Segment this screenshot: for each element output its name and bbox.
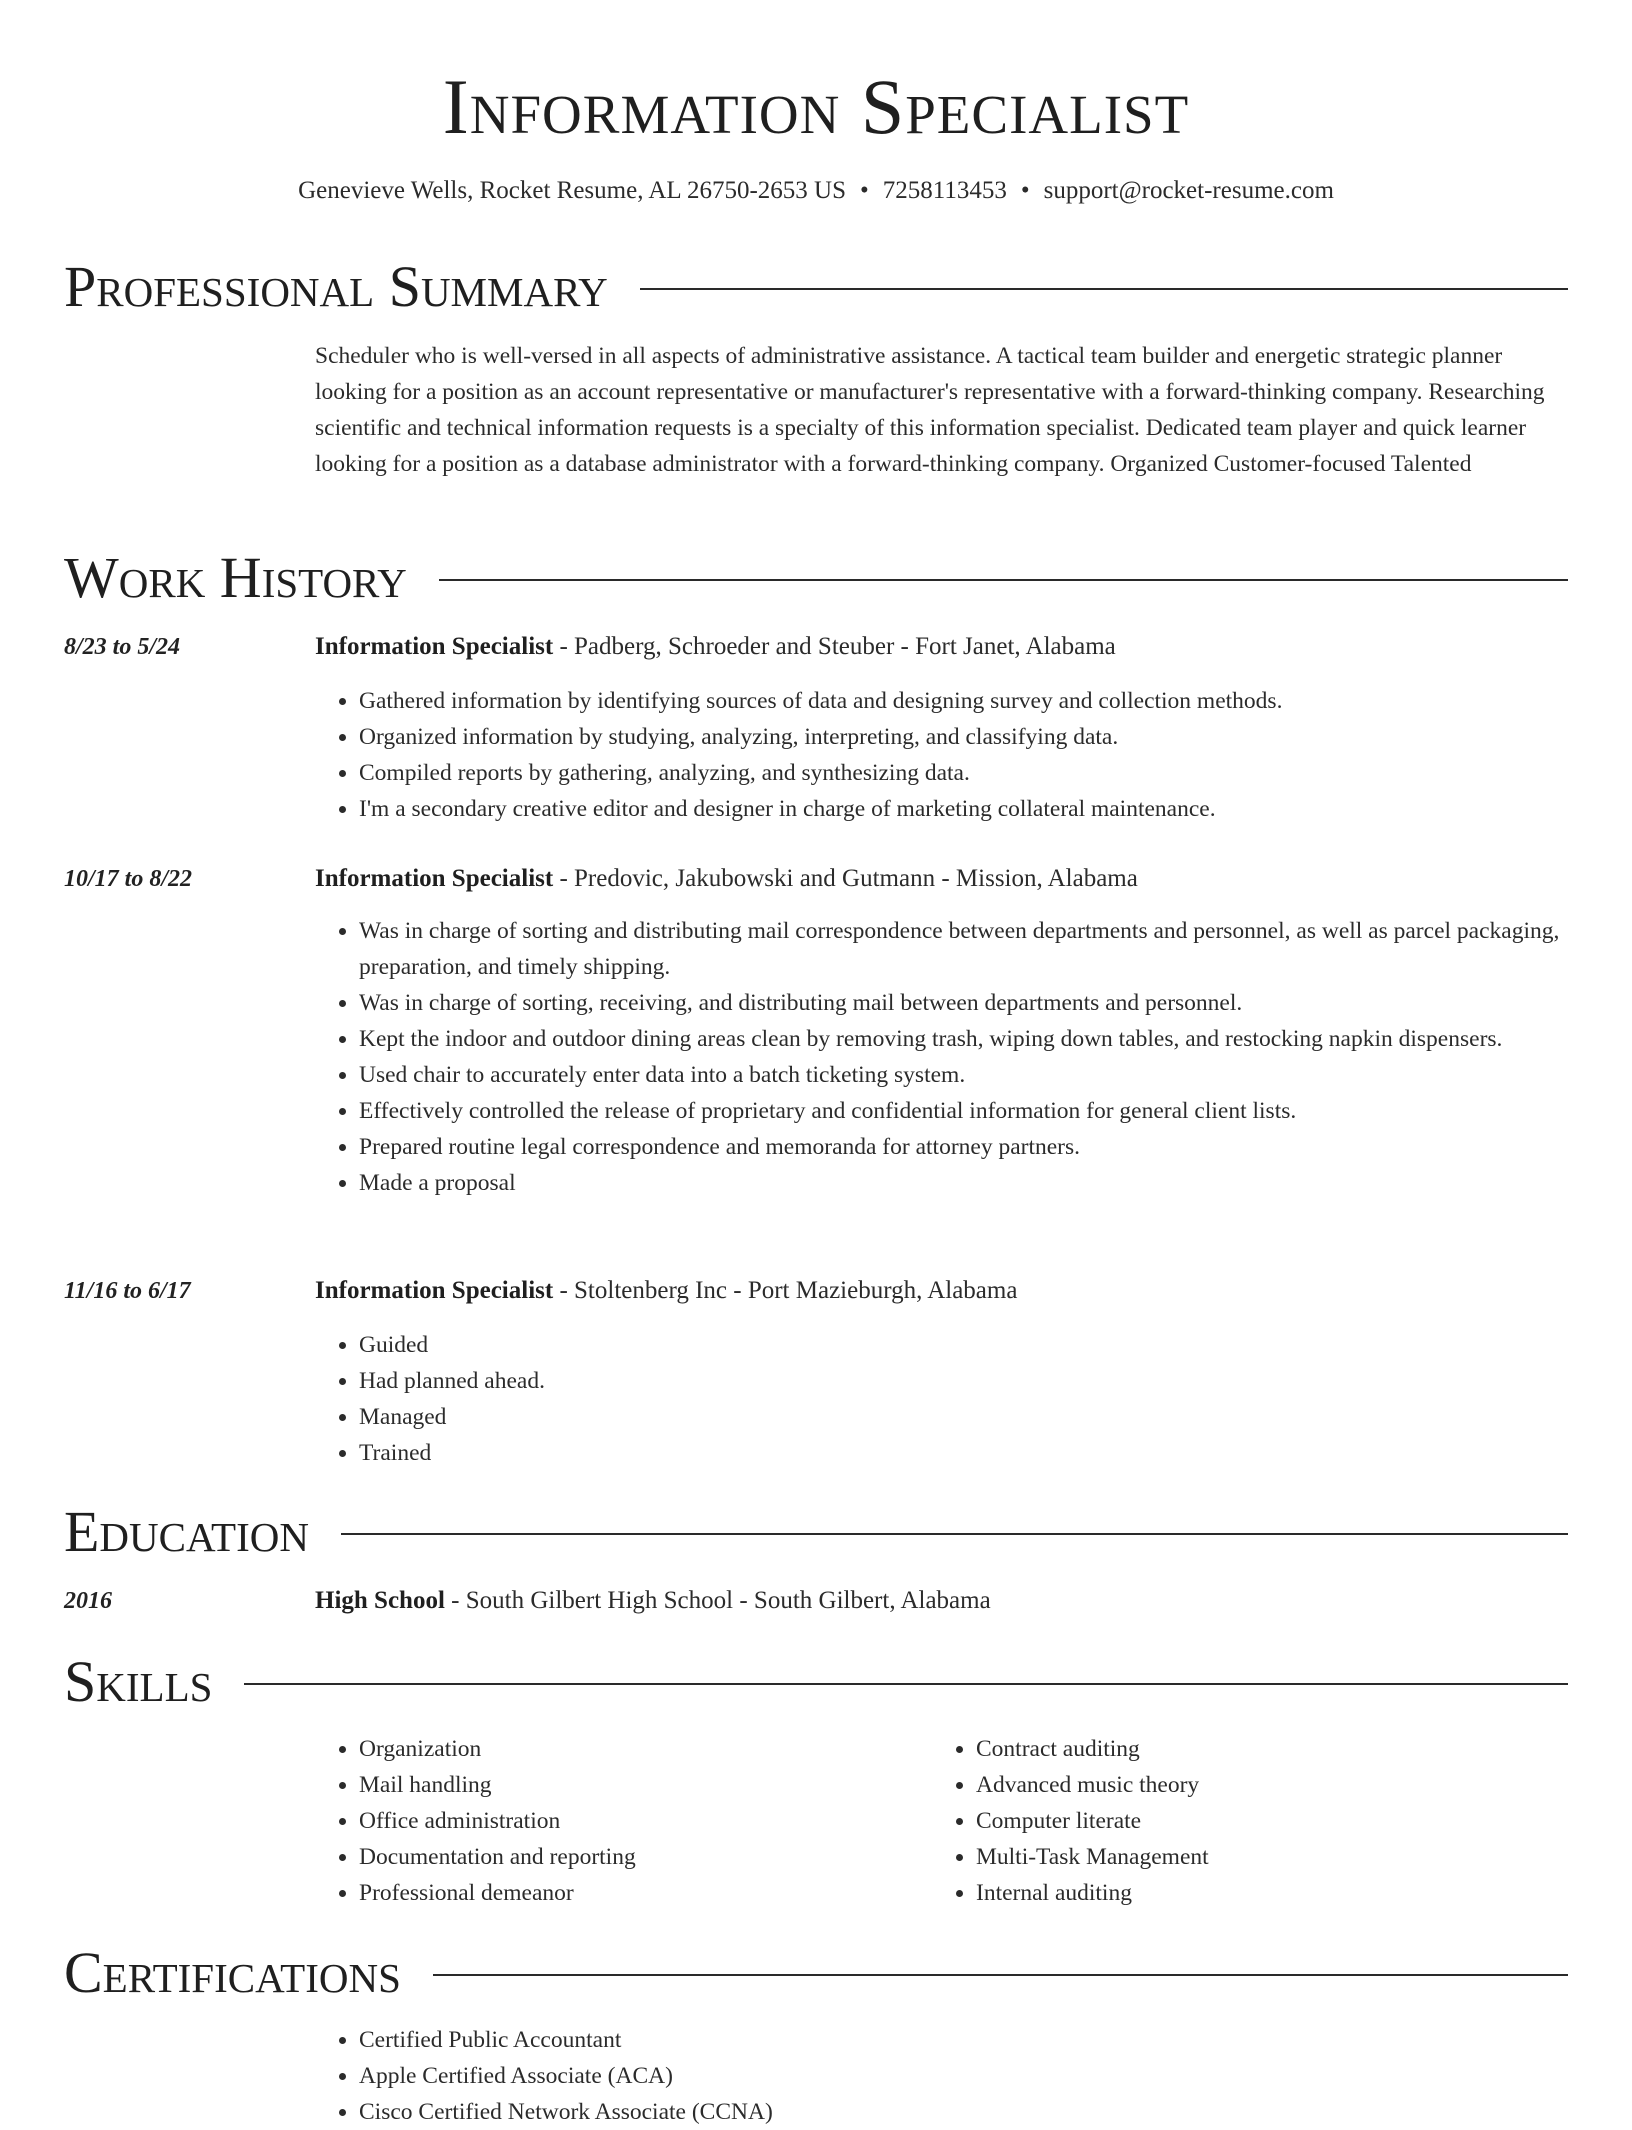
list-item: • Kept the indoor and outdoor dining areas clean by removing trash, wiping down tables, and restocking napkin dispensers. — [359, 1021, 1612, 1057]
section-header-work-history — [64, 543, 1568, 613]
section-header-education — [64, 1497, 1568, 1567]
job-dates: 8/23 to 5/24 — [64, 634, 181, 660]
job-employer: - Stoltenberg Inc - Port Mazieburgh, Alabama — [553, 1277, 1018, 1304]
contact-separator: • — [1020, 177, 1030, 204]
list-item: • Prepared routine legal correspondence and memoranda for attorney partners. — [359, 1129, 1612, 1165]
section-heading: Certifications — [64, 1940, 401, 2005]
skill-item: • Office administration — [359, 1803, 959, 1839]
skill-item: • Internal auditing — [976, 1875, 1576, 1911]
section-heading: Professional Summary — [64, 254, 608, 319]
section-header-skills — [64, 1647, 1568, 1717]
certifications-list — [315, 2022, 1612, 2130]
resume-title: Information Specialist — [442, 63, 1190, 150]
job-title: Information Specialist — [315, 1277, 554, 1304]
job-title-line — [315, 629, 1568, 665]
section-heading: Skills — [64, 1649, 213, 1714]
list-item: • Was in charge of sorting and distributing mail correspondence between departments and personnel, as well as parcel packaging, preparation, and timely shipping. — [359, 913, 1612, 985]
certification-item: • Cisco Certified Network Associate (CCNA) — [359, 2094, 1612, 2130]
education-school: - South Gilbert High School - South Gilbert, Alabama — [444, 1587, 991, 1614]
certification-item: • Apple Certified Associate (ACA) — [359, 2058, 1612, 2094]
list-item: • Managed — [359, 1399, 1612, 1435]
certification-item: • Certified Public Accountant — [359, 2022, 1612, 2058]
skill-item: • Mail handling — [359, 1767, 959, 1803]
skill-item: • Organization — [359, 1731, 959, 1767]
section-header-certifications — [64, 1938, 1568, 2008]
skill-item: • Professional demeanor — [359, 1875, 959, 1911]
list-item: • Gathered information by identifying sources of data and designing survey and collection methods. — [359, 683, 1612, 719]
section-divider — [244, 1683, 1568, 1685]
contact-phone: 7258113453 — [882, 177, 1007, 204]
contact-address: Genevieve Wells, Rocket Resume, AL 26750-2653 US — [298, 177, 846, 204]
list-item: • Compiled reports by gathering, analyzing, and synthesizing data. — [359, 755, 1612, 791]
section-heading: Work History — [64, 545, 407, 610]
section-divider — [433, 1974, 1568, 1976]
section-divider — [439, 579, 1568, 581]
section-divider — [640, 288, 1568, 290]
skills-list-right — [932, 1731, 1576, 1911]
job-bullets — [315, 683, 1612, 827]
skill-item: • Computer literate — [976, 1803, 1576, 1839]
skill-item: • Multi-Task Management — [976, 1839, 1576, 1875]
job-title-line — [315, 861, 1568, 897]
skill-item: • Contract auditing — [976, 1731, 1576, 1767]
job-title-line — [315, 1273, 1568, 1309]
job-employer: - Padberg, Schroeder and Steuber - Fort Janet, Alabama — [553, 633, 1116, 660]
contact-email: support@rocket-resume.com — [1043, 177, 1334, 204]
list-item: • Effectively controlled the release of proprietary and confidential information for general client lists. — [359, 1093, 1612, 1129]
job-bullets — [315, 913, 1612, 1201]
education-degree: High School — [315, 1587, 445, 1614]
job-title: Information Specialist — [315, 865, 554, 892]
contact-separator: • — [860, 177, 869, 204]
education-line — [315, 1583, 1568, 1619]
list-item: • Organized information by studying, analyzing, interpreting, and classifying data. — [359, 719, 1612, 755]
list-item: • Had planned ahead. — [359, 1363, 1612, 1399]
job-dates: 10/17 to 8/22 — [64, 866, 193, 892]
section-divider — [341, 1533, 1568, 1535]
list-item: • Used chair to accurately enter data into a batch ticketing system. — [359, 1057, 1612, 1093]
skill-item: • Advanced music theory — [976, 1767, 1576, 1803]
education-year: 2016 — [64, 1588, 112, 1614]
contact-line — [0, 174, 1632, 208]
section-heading: Education — [64, 1499, 309, 1564]
job-title: Information Specialist — [315, 633, 554, 660]
list-item: • Was in charge of sorting, receiving, and distributing mail between departments and personnel. — [359, 985, 1612, 1021]
list-item: • Made a proposal — [359, 1165, 1612, 1201]
list-item: • Trained — [359, 1435, 1612, 1471]
summary-text: Scheduler who is well-versed in all aspects of administrative assistance. A tactical team builder and energetic strategic planner looking for a position as an account representative or manufacturer's representative with a forward-thinking company. Researching scientific and technical information requests is a specialty of this information specialist. Dedicated team player and quick learner looking for a position as a database administrator with a forward-thinking company. Organized Customer-focused Talented — [315, 343, 1545, 477]
list-item: • Guided — [359, 1327, 1612, 1363]
job-employer: - Predovic, Jakubowski and Gutmann - Mission, Alabama — [553, 865, 1138, 892]
job-dates: 11/16 to 6/17 — [64, 1278, 191, 1304]
skill-item: • Documentation and reporting — [359, 1839, 959, 1875]
section-header-summary — [64, 252, 1568, 322]
skills-list-left — [315, 1731, 959, 1911]
job-bullets — [315, 1327, 1612, 1471]
list-item: • I'm a secondary creative editor and designer in charge of marketing collateral maintenance. — [359, 791, 1612, 827]
